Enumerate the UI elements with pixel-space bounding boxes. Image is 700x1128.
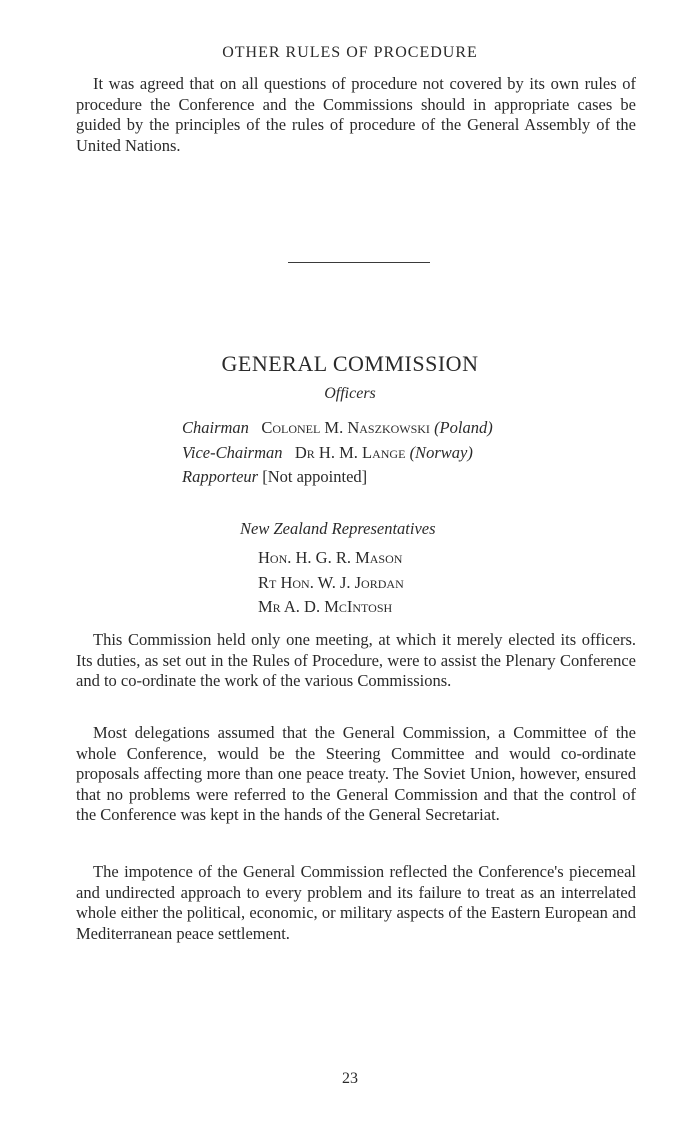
representative: Mr A. D. McIntosh	[258, 597, 393, 616]
officer-chairman	[182, 416, 493, 441]
other-rules-heading: OTHER RULES OF PROCEDURE	[222, 44, 478, 61]
commission-paragraph: Most delegations assumed that the General Commission, a Committee of the whole Conference, would be the Steering Committee and would co-ordinate proposals affecting more than one peace treaty. The Soviet Union, however, ensured that no problems were referred to the General Commission and that the control of the Conference was kept in the hands of the General Secretariat.	[76, 723, 636, 825]
officer-name: [Not appointed]	[262, 467, 368, 486]
officer-name: Colonel M. Naszkowski	[261, 418, 430, 437]
nz-representatives-heading: New Zealand Representatives	[240, 519, 436, 538]
representatives-list	[258, 546, 404, 620]
officer-role: Chairman	[182, 418, 249, 437]
officer-role: Vice-Chairman	[182, 442, 283, 462]
officer-country: (Norway)	[409, 442, 473, 462]
representative: Hon. H. G. R. Mason	[258, 548, 403, 567]
page-number: 23	[342, 1070, 358, 1087]
commission-paragraph: This Commission held only one meeting, at which it merely elected its officers. Its duties, as set out in the Rules of Procedure, were to assist the Plenary Conference and to co-ordinate the work of the various Commissions.	[76, 630, 636, 691]
other-rules-paragraph: It was agreed that on all questions of procedure not covered by its own rules of procedure the Conference and the Commissions should in appropriate cases be guided by the principles of the rules of procedure of the General Assembly of the United Nations.	[76, 74, 636, 155]
commission-paragraph: The impotence of the General Commission reflected the Conference's piecemeal and undirected approach to every problem and its failure to treat as an interrelated whole either the political, economic, or military aspects of the Eastern European and Mediterranean peace settlement.	[76, 862, 636, 943]
officer-vice-chairman	[182, 441, 493, 466]
representative: Rt Hon. W. J. Jordan	[258, 572, 404, 592]
officer-role: Rapporteur	[182, 467, 259, 486]
officer-name: Dr H. M. Lange	[294, 442, 406, 462]
officers-list	[182, 416, 493, 490]
officers-heading: Officers	[324, 385, 376, 402]
section-divider	[288, 262, 430, 263]
officer-rapporteur	[182, 465, 493, 490]
officer-country: (Poland)	[434, 418, 493, 437]
general-commission-heading: GENERAL COMMISSION	[221, 351, 479, 376]
